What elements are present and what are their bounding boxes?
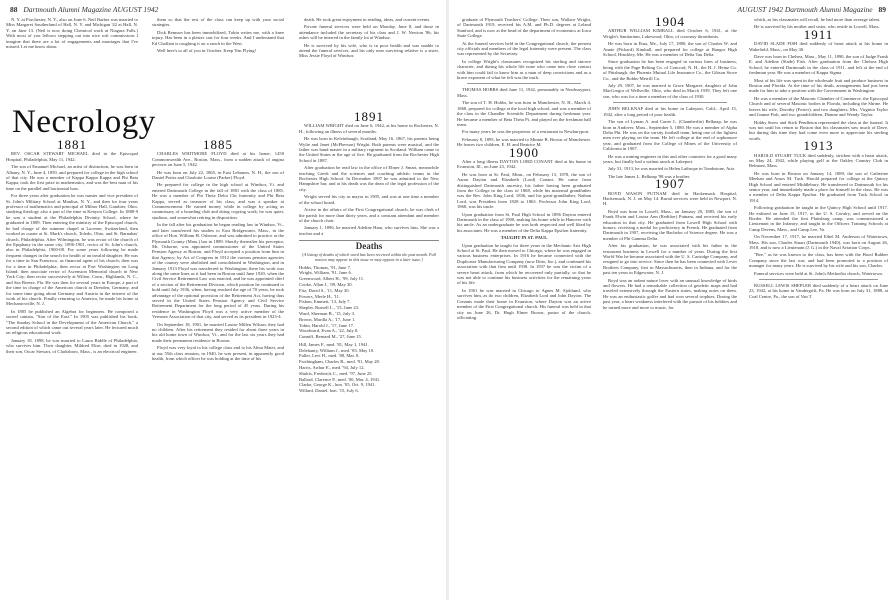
death-entry: Greenwood, Albert H., '99, July 11. xyxy=(299,276,365,282)
paragraph: Wright served his city as mayor in 1905, and was at one time a member of the school board. xyxy=(299,194,439,205)
paragraph: He was born in Etna, Me., July 17, 1880, the son of Charles W. and Annie (Pickard) Kimball, and prepared for college at Bangor High School, Hinckley, Me. He was a member of Delta Tau Delta. xyxy=(603,41,737,58)
left-col3-top xyxy=(299,17,439,97)
paragraph: Private funeral services were held on Monday, June 8, and those in attendance included the secretary of his class and J. W. Newton '86; his ashes will be interred in the family lot at Windsor. xyxy=(299,24,439,41)
paragraph: death. He took great enjoyment in reading, ideas, and current events. xyxy=(304,17,431,22)
paragraph: After a long illness DAYTON LORD CONANT died at his home in Evanston, Ill., on June 23, 1942. xyxy=(457,158,591,170)
section-title: Necrology xyxy=(12,104,156,140)
paragraph: After graduation he read law in the office of Elmer J. Smart, meanwhile teaching Greek and the sciences and coaching athletic teams in the Rochester High School. In December 1897 he was admitted to the New Hampshire bar, and at his death was the dean of the legal profession of the city. xyxy=(299,165,439,192)
paragraph: ARTHUR WILLIAM KIMBALL died October 6, 1941, at the Wright's Sanitarium, Lakewood, Ohio, of coronary thrombosis. xyxy=(603,28,737,39)
paragraph: Boyd was an ardent nature lover with an unusual knowledge of birds and flowers. He had a remarkable collection of geodetic maps and had traveled extensively through the Eastern states, making notes on them. He was an enthusiastic golfer and had won several trophies. During the past year, a heart weakness interfered with the pursuit of his hobbies and he turned more and more to music, for xyxy=(603,277,737,310)
paragraph: He was born in Boston on January 14, 1889, the son of Catherine Meehan and Amos M. Tuck. Harold prepared for college at the Quincy High School and entered Middlebury. He transferred to Dartmouth for his senior year, and immediately made a place for himself in the class. He was a member of Delta Kappa Epsilon. He graduated from Tuck School in 1914. xyxy=(749,170,888,203)
paragraph: graduate of Plymouth Teachers' College. Their son, Wallace Wright, of Dartmouth 1919, received his A.M. and Ph.D. degrees at Leland Stanford, and is now at the head of the department of economics at Iowa State College. xyxy=(457,17,591,39)
paragraph: He is survived by his mother and sister, who reside in Lowell, Mass. xyxy=(754,24,880,30)
paragraph: He prepared for college in the high school at Windsor, Vt. and entered Dartmouth College in the fall of 1881 with the class of 1885. He was a member of Phi Theta Delta Chi fraternity and Phi Beta Kappa, served as treasurer of his class, and was a speaker at Commencement. He earned money while in college by acting as commissary of a boarding club and doing copying work; he was quiet, studious, and somewhat retiring in disposition. xyxy=(152,182,284,220)
paragraph: WILLIAM WRIGHT died on June 6, 1942, at his home in Rochester, N. H., following an illness of several months. xyxy=(299,123,439,134)
left-page-number: 88 xyxy=(10,5,18,14)
paragraph: Dave was born in Chelsea, Mass., May 11, 1890, the son of Judge Frank E. and Adeline (Slade) Fish. After graduation from the Chelsea High School, he entered Dartmouth in the class of 1911, and left at the end of freshman year. He was a member of Kappa Sigma. xyxy=(749,54,888,76)
divider xyxy=(613,102,727,103)
paragraph: July 29, 1907, he was married to Grace Margaret, daughter of John MacGregor of Wellsville, Ohio, who died in March 1939. They left one son, who was for a time a member of the class of 1930. xyxy=(603,83,737,99)
paragraph: Upon graduation he taught for three years in the Mechanic Arts High School at St. Paul. He then moved to Chicago, where he was engaged in various business enterprises. In 1916 he became connected with the Duplicator Manufacturing Company (now Ditto, Inc.), and continued his association with that firm until 1938. In 1937 he was the victim of a severe heart attack, from which he recovered only partially, so that he was not able to continue his business activities for the remaining years of his life. xyxy=(457,242,591,286)
paragraph: Funeral services were held at St. John's Methodist church, Watertown. xyxy=(754,270,883,276)
death-entry: Shultis, Frederick C., med. '97, June 25. xyxy=(299,370,373,376)
paragraph: February 8, 1895, he was married to Minnie B. Brown of Manchester. He leaves two children, E. H. and Beatrice M. xyxy=(457,136,591,148)
paragraph: July 31, 1913, he was married to Helen Lathrope in Tombstone, Ariz. xyxy=(608,166,736,172)
left-running-title: Dartmouth Alumni Magazine AUGUST 1942 xyxy=(23,5,159,14)
paragraph: January 18, 1898, he was married to Laura Biddle of Philadelphia, who survives him. Their daughter, Mildred Elise, died in 1928, and their son, Oscar Stewart, of Clarksboro, Mass., is an electrical engineer. xyxy=(6,337,138,354)
paragraph: Most of his life was spent in the wholesale fruit and produce business in Boston and Florida. At the time of his death, arrangements had just been made for him to take a position with the Government in Washington. xyxy=(749,77,888,94)
left-col1-top xyxy=(6,17,138,97)
left-col1-main xyxy=(6,140,138,595)
paragraph: Hobby Snow and Stick Pendleton represented the class at the funeral. It was not until his return to Boston that his classmates saw much of Dave, but during this time they had come even more to appreciate his sterling worth. xyxy=(749,119,888,141)
left-page xyxy=(0,0,447,600)
paragraph: Boyd was born in Lowell, Mass., on January 29, 1885, the son of Frank Elwin and Louisa Ann (Redifier) Putnam, and received his early education in that city. He graduated from Lowell High School with honors, receiving a medal for proficiency in French. He graduated from Dartmouth in 1907, receiving the Bachelor of Science degree. He was a member of Phi Gamma Delta. xyxy=(603,208,737,241)
death-entry: Fuller, Levi H., med. '88, Mar. 8. xyxy=(299,353,360,359)
death-entry: Woodward, Evan A., '22, July 8. xyxy=(299,328,359,334)
death-entry: Powers, Merle H., '11. xyxy=(299,293,341,299)
paragraph: He was a mining engineer in this and other countries for a good many years, but finally had a walnut ranch at Lakeport. xyxy=(603,153,737,164)
paragraph: January 1, 1896, he married Adeline Ham, who survives him. She was a teacher and a xyxy=(299,225,439,236)
right-col3 xyxy=(749,17,888,595)
paragraph: In the fall after his graduation he began reading law in Windsor, Vt., and later transferred his studies to East Bridgewater, Mass., in the office of Hon. William H. Osborne, and was admitted to practice at the Plymouth County (Mass.) bar in 1889. Shortly thereafter his preceptor, Mr. Osborne, was appointed commissioner of the United States Pension Agency at Boston, and Floyd accepted a position from him in that Agency; by Act of Congress in 1912 the various pension agencies of the country were abolished and consolidated in Washington, and in January 1913 Floyd was transferred to Washington; there his work was along the same lines as it had been in Boston until June 1920, when the Civil Service Retirement Law was enacted, and he was appointed chief of a section of the Retirement Division, which position he continued to hold until July 1936, when, having reached the age of 70 years, he took advantage of the optional provision of the Retirement Act, having thus served in the United States Pension Agency and Civil Service Retirement Department for the long period of 45 years. During his residence in Washington Floyd was a very active member of the Vermont Association of that city, and served as its president in 1923-4. xyxy=(152,222,284,320)
paragraph: In 1885 he published an Algebra for beginners. He composed a sacred cantata, "Star of the East." In 1905 was published his book, "The Sunday School in the Development of the American Church," a second edition of which came out several years later. He lectured much on religious educational work. xyxy=(6,308,138,336)
paragraph: N. Y. at Porchester, N. Y., also on June 6. Neil Barber was married to Miss Margaret Southerland of Hall, N. Y. and Michigan '42 at Hall, N. Y. on June 13. (Neil is now doing Chemical work at Niagara Falls.) With most of you fellows stepping out into nice soft commissions I imagine that there are a lot of engagements and marriages that I've missed. Let me know about xyxy=(6,17,138,50)
paragraph: Upon graduation from St. Paul High School in 1896 Dayton entered Dartmouth in the class of 1900, making his home while in Hanover with his uncle. As an undergraduate he was both respected and well liked by his associates. He was a member of the Delta Kappa Epsilon fraternity. xyxy=(457,211,591,233)
paragraph: The son of Emanuel Michael, an artist of distinction, he was born in Albany, N. Y., June 4, 1859, and prepared for college in the high school of that city. He was a member of Kappa Kappa Kappa and Phi Beta Kappa, took the first prize in mathematics, and was the best man of his time on the parallel and horizontal bars. xyxy=(6,164,138,191)
right-page-number: 89 xyxy=(878,5,886,14)
paragraph: THOMAS HOBBS died June 11, 1942, presumably in Newburyport, Mass. xyxy=(457,87,591,98)
class-year-heading: 1891 xyxy=(354,112,384,124)
class-year-heading: 1911 xyxy=(803,26,834,42)
right-running-head xyxy=(737,5,890,14)
death-entry: Hill, James F., med. '81, May 1, 1941. xyxy=(299,341,369,347)
paragraph: He was a member of the Masonic Chamber of Commerce, the Episcopal Church and of several Masonic bodies in Florida, including the Shrine. He leaves his wife, Dorothy (Foster), and two daughters, Mrs. Virginia Taylor and Joanne Fish, and two grandchildren, Dianne and Wendy Taylor. xyxy=(749,95,888,118)
death-entry: Ward, Sherman B., '15, July 3. xyxy=(299,310,356,316)
paragraph: For many years he was the proprietor of a restaurant in Newburyport. xyxy=(462,129,590,135)
paragraph: After his graduation, he was associated with his father in the restaurant business in Lowell for a number of years. During the first World War he became associated with the U. S. Cartridge Company, and resigned to go into service. Since then he has been connected with Lever Brothers Company, first in Massachusetts, then in Indiana, and for the past ten years in Edgewater, N. J. xyxy=(603,243,737,276)
deaths-note: [A listing of deaths of which word has been received within the past month. Full notices may appear in this issue or may appear in a later issue.] xyxy=(302,251,436,262)
paragraph: Dick Remson has been immobilized, Tobin writes me, with a knee injury. Has been in a plaster cast for four weeks. And I understand that Ed Chalfant is roughing it on a ranch in the West. xyxy=(152,29,284,46)
right-col2 xyxy=(603,17,737,595)
paragraph: Active in the affairs of the First Congregational church, he was clerk of the parish for more than thirty years, and a constant attendant and member of the church choir. xyxy=(299,207,439,223)
divider xyxy=(467,83,581,84)
death-entry: Cunniff, Bernard M., '27, June 15. xyxy=(299,334,363,340)
class-year-heading: 1881 xyxy=(57,140,87,152)
paragraph: In 1901 he was married in Chicago to Agnes M. Sjoblund, who survives him, as do two children, Elizabeth Lord and John Dayton. The Conants made their home in Evanston, where Dayton was an active member of the First Congregational church. His funeral was held in that city on June 26, Dr. Hugh Elmer Brown, pastor of the church, officiating. xyxy=(457,287,591,320)
left-col2-main xyxy=(152,140,284,595)
paragraph: He is survived by his wife, who is in poor health and was unable to attend the funeral services, and his only near surviving relative is a sister, Miss Jessie Floyd of Windsor. xyxy=(299,42,439,59)
death-entry: Brown, Mardla A., '17, June 1. xyxy=(299,316,356,322)
paragraph: them so that the rest of the class can keep up with your social strategies. xyxy=(152,17,284,28)
paragraph: On September 18, 1901, he married Louise Millen Wilson; they had no children. After his retirement they resided for about three years in his old home town of Windsor, Vt., and for the last six years they had made their permanent residence in Boston. xyxy=(152,321,284,343)
paragraph: BOYD WASON PUTNAM died in Hackensack Hospital, Hackensack, N. J. on May 14. Burial services were held in Newport, N. H. xyxy=(603,190,737,207)
death-entry: Fitz, David S., '11, May 30. xyxy=(299,287,350,293)
deaths-list-medical xyxy=(299,342,439,394)
paragraph: REV. OSCAR STEWART MICHAEL died in the Episcopal Hospital, Philadelphia, May 11, 1942. xyxy=(6,151,138,162)
subheading: TAUGHT IN ST. PAUL xyxy=(500,235,548,241)
paragraph: He was born at St. Paul, Minn., on February 13, 1878, the son of Aaron Dayton and Elizabeth (Lord) Conant. He came from distinguished Dartmouth ancestry, his father having been graduated from the College in the class of 1868, while his maternal grandfather was the Rev. John King Lord, 1836, and his great-grandfather, Nathan Lord, was President from 1828 to 1863. Professor John King Lord, 1868, was his uncle. xyxy=(457,171,591,210)
paragraph: "Bee," as he was known to the class, has been with the Hood Rubber Company since the last war, and had been promoted to a position of manager for many years. He is survived by his wife and his son, Charles. xyxy=(749,252,888,269)
class-year-heading: 1913 xyxy=(803,138,834,154)
death-entry: Ballard, Clarence P., med. '00, Mar. 4, 1941. xyxy=(299,376,381,382)
paragraph: The son of T. H. Hobbs, he was born in Manchester, N. H., March 4, 1868, prepared for college at the local high school, and was a member of the class in the Chandler Scientific Department during freshman year. He became a member of Beta Theta Pi, and played on the freshman ball team. xyxy=(457,100,591,127)
paragraph: At the funeral services held in the Congregational church, the present city officials and members of the legal fraternity were present. The class was represented by the Secretary. xyxy=(457,40,591,57)
class-year-heading: 1885 xyxy=(203,140,233,152)
death-entry: Delehanty, William J., med. '83, May 10. xyxy=(299,347,375,353)
right-col1 xyxy=(457,17,591,595)
death-entry: Wright, William, '91, June 6. xyxy=(299,270,352,276)
death-entry: Clarke, George K., hon. '05, Oct. 9, 1941. xyxy=(299,382,376,388)
paragraph: JOHN BELKNAP died at his home in Lakeport, Calif., April 15, 1942, after a long period of poor health. xyxy=(603,106,737,117)
right-running-title: AUGUST 1942 Dartmouth Alumni Magazine xyxy=(737,5,873,14)
paragraph: Following graduation he taught in the Quincy High School until 1917. He enlisted on June 15, 1917, in the U. S. Cavalry, and served on the Border. He attended the first Plattsburg camp, was commissioned a Lieutenant in the Infantry, and taught in the Officers Training Schools at Camp Devens, Mass., and Camp Lee, Va. xyxy=(749,205,888,232)
death-entry: Willard, Daniel, hon. '15, July 6. xyxy=(299,388,359,394)
paragraph: He was born in Kelvinbaugh, Scotland, May 16, 1867, his parents being Wylie and Janet (McPherson) Wright. Both parents were musical, and the father was band master in a military regiment in Scotland. William came to the United States at the age of five. He graduated from the Rochester High School in 1887. xyxy=(299,136,439,163)
deaths-box xyxy=(299,240,439,394)
death-entry: Shepler, Russell L., '15, June 23. xyxy=(299,305,360,311)
class-year-heading: 1907 xyxy=(655,176,685,192)
death-entry: Frothingham, Charles B., med. '91, May 28. xyxy=(299,359,380,365)
left-col3-main xyxy=(299,112,439,595)
divider xyxy=(759,279,878,280)
paragraph: Floyd was very loyal to his college class and to his Alma Mater, and at our 55th class reunion, in 1940, he was present, in apparently good health, from which officer he was holding at the time of his xyxy=(152,345,284,362)
paragraph: On November 17, 1917, he married Ethel M. Anderson of Watertown, Mass. His son, Charles Stuart (Dartmouth 1940), was born on August 26, 1918, and is now a Lieutenant (J. G.) in the Naval Aviation Corps. xyxy=(749,234,888,251)
paragraph: The late James L. Belknap '98 was a brother. xyxy=(608,173,691,179)
death-entry: Pishon, Emmett, '13, July 7. xyxy=(299,299,351,305)
paragraph: He was born on July 22, 1865, in East Lebanon, N. H., the son of Daniel Potter and Charlotte Louise (Parker) Floyd. xyxy=(152,169,284,181)
paragraph: The son of Lyman A. and Carrie L. (Chamberlin) Belknap, he was born in Andover, Mass., September 5, 1880. He was a member of Alpha Delta Phi. He was on the varsity football team, being one of the lightest men ever playing on the team. He left college at the end of sophomore year, and graduated from the College of Mines of the University of California in 1907. xyxy=(603,119,737,152)
paragraph: Since graduation he has been engaged in various lines of business, being with the Page Belting Co. of Concord, N. H., the H. J. Heinz Co. of Pittsburgh, the Phoenix Mutual Life Insurance Co., the Gibson Stove Co., and the Bobbs-Merrill Co. xyxy=(603,59,737,81)
paragraph: HAROLD STUART TUCK died suddenly, stricken with a heart attack, on May 24, 1942, while playing golf at the Oakley Country Club in Belmont, Mass. xyxy=(749,152,888,169)
paragraph: For three years after graduation he was master and vice president of St. John's Military School at Manlius, N. Y., and then for four years professor of mathematics and principal of Milnor Hall, Gambier, Ohio, studying theology also a part of the time at Kenyon College. In 1888-9 he was a student at the Philadelphia Divinity School, where he graduated in 1889. Then entering the ministry of the Episcopal church, he had charge of the summer chapel at Lucerne, Switzerland, then worked as curate at St. Mark's church, Toledo, Ohio, and St. Barnabas' church, Philadelphia. After Wilmington, he was rector of the church of the Epiphany in the same city, 1896-1901, rector of St. John's church, also in Philadelphia, 1900-08. For some years following he made frequent changes in the search for health of an invalid daughter. He was for a time in San Francisco, as financial agent of his church; then was for a time in Philadelphia; then rector at Port Washington on Long Island; then associate rector of Ascension Memorial church in New York City; then rector successively at Wilton, Conn., Highlands, N. C., and Sea Breeze, Fla. He was then for several years in Europe, a part of the time in charge of the American church at Dresden, Germany, and for some time going about Germany and Austria in the interest of the work of his church. Finally returning to America, he made his home at Mechanicsville, N. J. xyxy=(6,193,138,307)
death-entry: Hobbs, Thomas, '91, June 7. xyxy=(299,264,352,270)
paragraph: DAVID SLADE FISH died suddenly of heart attack at his home in Wakefield, Mass., on May 30. xyxy=(749,41,888,52)
class-year-heading: 1900 xyxy=(509,144,539,160)
deaths-title: Deaths xyxy=(355,241,383,252)
class-year-heading: 1904 xyxy=(655,17,685,29)
deaths-list xyxy=(299,265,439,340)
paragraph: Well here's to all of you in October. Keep 'Em Flying! xyxy=(157,48,257,54)
death-entry: Tobin, Harold J., '17, June 17. xyxy=(299,322,355,328)
left-running-head xyxy=(6,5,158,14)
right-page xyxy=(449,0,896,600)
paragraph: which, as his classmates will recall, he had more than average talent. xyxy=(754,17,881,22)
death-entry: Cooke, Allan J., '09, May 30. xyxy=(299,281,353,287)
death-entry: Harris, Arthur E., med. '94, July 12. xyxy=(299,365,365,371)
left-col2-top xyxy=(152,17,284,97)
paragraph: RUSSELL LEWIS SHEPLER died suddenly of a heart attack on June 23, 1942, at his home in Vandergrift, Pa. He was born on July 31, 1888, at Coal Centre, Pa., the son of Van T. xyxy=(749,283,888,299)
paragraph: CHARLES WHITMORE FLOYD died at his home, 1450 Commonwealth Ave., Boston, Mass., from a sudden attack of angina pectoris on June 5, 1942. xyxy=(152,151,284,168)
paragraph: In college Wright's classmates recognized his sterling and sincere character, and during his whole life none who came into close contact with him could fail to know him as a man of deep convictions and as a brave exponent of what he felt was the truth. xyxy=(457,58,591,81)
